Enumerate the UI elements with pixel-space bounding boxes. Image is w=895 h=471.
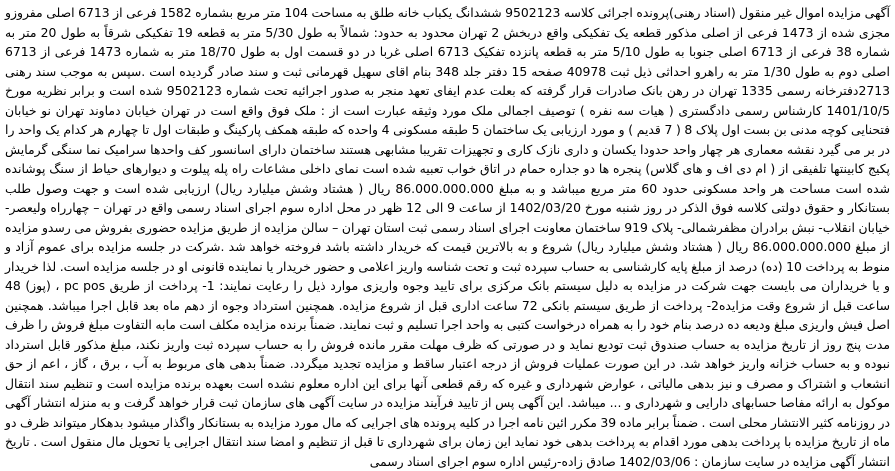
auction-notice-text: آگهی مزایده اموال غیر منقول (اسناد رهنی)پرونده اجرائی کلاسه 9502123 ششدانگ یکباب خانه طلق به مساحت 104 متر مربع بشماره 1582 فرعی از 6713 اصلی مفروزو مجزی شده از 1473 فرعی از اصلی مذکور قطعه یک تفکیکی واقع دربخش 2 تهران محدود به حدود: شمالاً به طول 5/30 متر به قطعه 19 تفکیکی شرقاً به طول 20 متر به شماره 38 فرعی از 6713 اصلی جنوبا به طول 5/10 متر به قطعه پانزده تفکیک 6713 اصلی غربا در دو قسمت اول به طول 18/70 متر به شماره 1473 فرعی از 6713 اصلی دوم به طول 1/30 متر به راهرو احداثی ذیل ثبت 40978 صفحه 15 دفتر جلد 348 بنام اقای سهیل قهرمانی ثبت و سند صادر گردیده است .سپس به موجب سند رهنی 2713دفترخانه رسمی 1335 تهران در رهن بانک صادرات قرار گرفته که بعلت عدم ایفای تعهد منجر به صدور اجرائیه تحت شماره 9502123 شده است و برابر نظریه مورخ 1401/10/5 کارشناس رسمی دادگستری ( هیات سه نفره ) توصیف اجمالی ملک مورد وثیقه عبارت است از : ملک فوق واقع است در تهران خیابان دماوند تهران نو خیابان فتحنایی کوچه مدنی بن بست اول پلاک 8 ( 7 قدیم ) و مورد ارزیابی یک ساختمان 5 طبقه مسکونی 4 واحده که طبقه همکف پارکینگ و طبقات اول تا چهارم هر کدام یک واحد را در بر می گیرد نقشه معماری هر چهار واحد حدودا یکسان و داری نازک کاری و تجهیزات تقریبا مشابهی هستند ساختمان دارای اسانسور کف واحدها سرامیک نما سنگی گرمایش پکیج کابینتها تلفیقی از ( ام دی اف و های گلاس) پنجره ها دو جداره حمام در اتاق خواب تعبیه شده است نمای داخلی مشاعات راه پله پیلوت و دیوارهای حیاط از سنگ پوشانده شده است مساحت هر واحد مسکونی حدود 60 متر مربع میباشد و به مبلغ 86.000.000.000 ریال ( هشتاد وشش میلیارد ریال) ارزیابی شده است و جهت وصول طلب بستانکار و حقوق دولتی کلاسه فوق الذکر در روز شنبه مورخ 1402/03/20 از ساعت 9 الی 12 ظهر در محل اداره سوم اجرای اسناد رسمی واقع در تهران – چهارراه ولیعصر- خیابان انقلاب- نبش برادران مظفرشمالی- پلاک 919 ساختمان معاونت اجرای اسناد رسمی ثبت استان تهران – سالن مزایده از طریق مزایده حضوری بفروش می رسدو مزایده از مبلغ 86.000.000.000 ریال ( هشتاد وشش میلیارد ریال) شروع و به بالاترین قیمت که خریدار داشته باشد فروخته خواهد شد .شرکت در جلسه مزایده برای عموم آزاد و منوط به پرداخت 10 (ده) درصد از مبلغ پایه کارشناسی به حساب سپرده ثبت و تحت شناسه واریز اعلامی و حضور خریدار یا نماینده قانونی او در جلسه مزایده است. لذا خریدار و یا خریداران می بایست جهت شرکت در مزایده به دلیل سیستم بانک مرکزی برای تایید وجوه واریزی موارد ذیل را رعایت نمایند: 1- پرداخت از طریق pc pos ، (پوز) 48 ساعت قبل از شروع وقت مزایده2- پرداخت از طریق سیستم بانکی 72 ساعت اداری قبل از شروع مزایده. همچنین استرداد وجوه از دهم ماه بعد قابل اجرا میباشد. همچنین اصل فیش واریزی مبلغ ودیعه ده درصد بنام خود را به همراه درخواست کتبی به واحد اجرا تسلیم و ثبت نمایند. ضمناً برنده مزایده مکلف است مابه التفاوت مبلغ فروش را ظرف مدت پنج روز از تاریخ مزایده به حساب صندوق ثبت تودیع نماید و در صورتی که ظرف مهلت مقرر مانده فروش را به حساب سپرده ثبت واریز نکند، مبلغ مذکور قابل استرداد نبوده و به حساب خزانه واریز خواهد شد. در این صورت عملیات فروش از درجه اعتبار ساقط و مزایده تجدید میگردد. ضمناً بدهی های مربوط به آب ، برق ، گاز ، اعم از حق انشعاب و اشتراک و مصرف و نیز بدهی مالیاتی ، عوارض شهرداری و غیره که رقم قطعی آنها برای این اداره معلوم نشده است بعهده برنده مزایده است و تنظیم سند انتقال موکول به ارائه مفاصا حسابهای دارایی و شهرداری و ... میباشد. این آگهی پس از تایید فرآیند مزایده در سایت آگهی های سازمان ثبت قرار خواهد گرفت و به منزله انتشار آگهی در روزنامه کثیر الانتشار محلی است . ضمناً برابر ماده 39 مکرر ائین نامه اجرا در کلیه پرونده های اجرایی که مال مورد مزایده به بستانکار واگذار میشود بدهکار میتواند ظرف دو ماه از تاریخ مزایده با پرداخت بدهی مورد اقدام به پرداخت بدهی خود نماید این زمان برای شهرداری تا قبل از تنظیم و امضا سند انتقال اجرایی یا تحویل مال منقول است . تاریخ انتشار آگهی مزایده در سایت سازمان : 1402/03/06 صادق زاده-رئیس اداره سوم اجرای اسناد رسمی — [5, 5, 891, 469]
